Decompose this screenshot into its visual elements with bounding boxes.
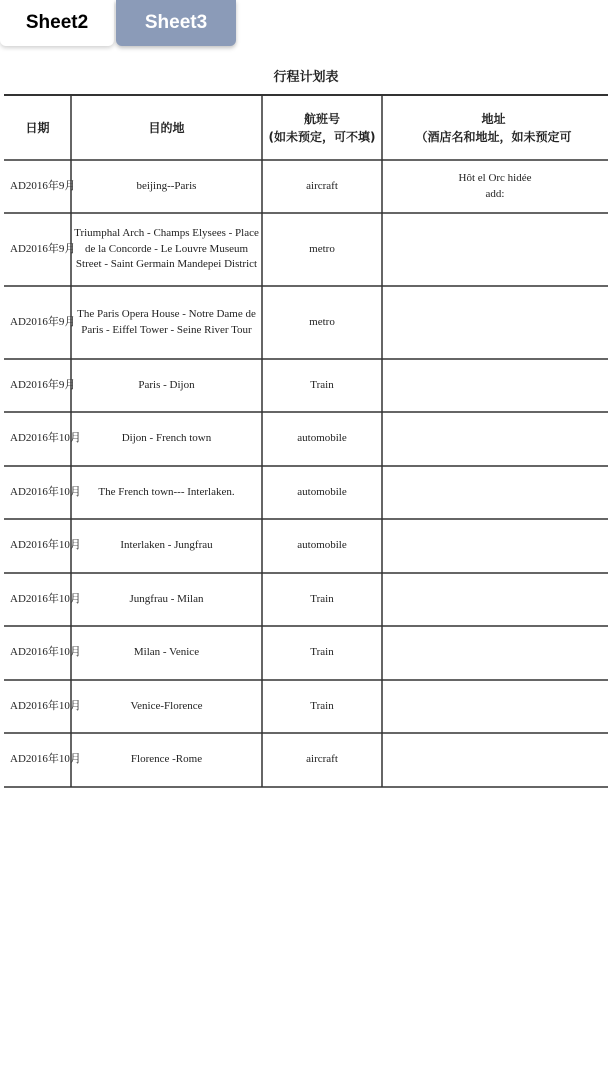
- date-cell[interactable]: AD2016年9月: [10, 242, 76, 255]
- destination-cell[interactable]: Jungfrau - Milan: [129, 592, 204, 605]
- sheet-tab-bar: [0, 0, 608, 48]
- destination-cell[interactable]: Paris - Dijon: [138, 378, 195, 391]
- header-address[interactable]: [382, 95, 608, 160]
- header-address-text: 地址 （酒店名和地址，如未预定可: [415, 111, 572, 144]
- tab-sheet2[interactable]: Sheet2: [0, 0, 114, 46]
- destination-cell[interactable]: Interlaken - Jungfrau: [120, 539, 213, 552]
- transport-cell[interactable]: Train: [310, 646, 334, 659]
- header-destination[interactable]: 目的地: [148, 120, 185, 135]
- date-cell[interactable]: AD2016年10月: [10, 432, 81, 445]
- transport-cell[interactable]: aircraft: [306, 179, 338, 192]
- date-cell[interactable]: AD2016年10月: [10, 485, 81, 498]
- address-cell[interactable]: [382, 733, 608, 787]
- address-cell[interactable]: [382, 359, 608, 412]
- address-cell[interactable]: [382, 680, 608, 733]
- date-cell[interactable]: AD2016年9月: [10, 179, 76, 192]
- date-cell[interactable]: AD2016年9月: [10, 315, 76, 328]
- transport-cell[interactable]: Train: [310, 592, 334, 605]
- destination-cell[interactable]: Dijon - French town: [121, 432, 212, 445]
- transport-cell[interactable]: Train: [310, 699, 334, 712]
- transport-cell[interactable]: automobile: [297, 432, 347, 445]
- sheet-title: 行程计划表: [273, 70, 339, 85]
- date-cell[interactable]: AD2016年10月: [10, 646, 81, 659]
- transport-cell[interactable]: metro: [309, 242, 335, 255]
- address-cell[interactable]: [382, 412, 608, 466]
- destination-cell[interactable]: Venice-Florence: [130, 699, 203, 712]
- date-cell[interactable]: AD2016年9月: [10, 378, 76, 391]
- date-cell[interactable]: AD2016年10月: [10, 699, 81, 712]
- transport-cell[interactable]: Train: [310, 378, 334, 391]
- destination-cell[interactable]: Florence -Rome: [130, 753, 203, 766]
- destination-cell[interactable]: Milan - Venice: [133, 646, 200, 659]
- address-cell[interactable]: [382, 466, 608, 519]
- date-cell[interactable]: AD2016年10月: [10, 753, 81, 766]
- header-flight-number[interactable]: 航班号 (如未预定，可不填): [268, 111, 376, 144]
- transport-cell[interactable]: automobile: [297, 485, 347, 498]
- transport-cell[interactable]: aircraft: [306, 753, 338, 766]
- address-cell[interactable]: [382, 213, 608, 286]
- transport-cell[interactable]: automobile: [297, 539, 347, 552]
- destination-cell[interactable]: Triumphal Arch - Champs Elysees - Place de la Concorde - Le Louvre Museum Street - Saint Germain Mandepei District: [74, 227, 259, 271]
- transport-cell[interactable]: metro: [309, 315, 335, 328]
- address-cell[interactable]: [382, 286, 608, 359]
- date-cell[interactable]: AD2016年10月: [10, 592, 81, 605]
- address-cell[interactable]: [382, 626, 608, 680]
- address-cell[interactable]: [382, 573, 608, 626]
- destination-cell[interactable]: beijing--Paris: [136, 179, 197, 192]
- address-cell[interactable]: Hôt el Orc hidée add:: [458, 172, 532, 200]
- tab-sheet3[interactable]: Sheet3: [116, 0, 236, 46]
- date-cell[interactable]: AD2016年10月: [10, 539, 81, 552]
- header-date[interactable]: 日期: [25, 120, 50, 135]
- destination-cell[interactable]: The Paris Opera House - Notre Dame de Paris - Eiffel Tower - Seine River Tour: [77, 308, 256, 336]
- address-cell[interactable]: [382, 519, 608, 573]
- destination-cell[interactable]: The French town--- Interlaken.: [98, 485, 235, 498]
